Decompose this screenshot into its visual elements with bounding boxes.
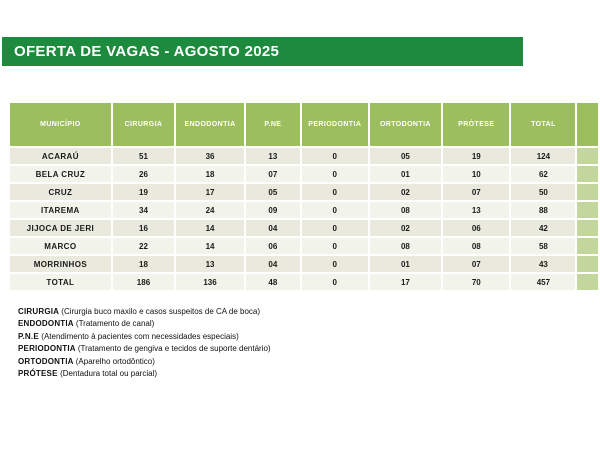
table-edge-strip-cell bbox=[577, 148, 598, 164]
value-cell: 51 bbox=[113, 148, 174, 164]
municipality-cell: TOTAL bbox=[10, 274, 111, 290]
value-cell: 0 bbox=[302, 166, 368, 182]
legend-term: ORTODONTIA bbox=[18, 356, 76, 366]
value-cell: 08 bbox=[370, 202, 442, 218]
value-cell: 06 bbox=[443, 220, 509, 236]
value-cell: 02 bbox=[370, 220, 442, 236]
legend-line bbox=[18, 318, 271, 330]
value-cell: 70 bbox=[443, 274, 509, 290]
value-cell: 24 bbox=[176, 202, 244, 218]
legend-line bbox=[18, 343, 271, 355]
municipality-cell: JIJOCA DE JERI bbox=[10, 220, 111, 236]
column-header: PRÓTESE bbox=[443, 103, 509, 146]
legend-line bbox=[18, 306, 271, 318]
value-cell: 01 bbox=[370, 166, 442, 182]
value-cell: 08 bbox=[370, 238, 442, 254]
legend-term: PRÓTESE bbox=[18, 369, 61, 379]
municipality-cell: ACARAÚ bbox=[10, 148, 111, 164]
value-cell: 19 bbox=[113, 184, 174, 200]
value-cell: 136 bbox=[176, 274, 244, 290]
value-cell: 34 bbox=[113, 202, 174, 218]
value-cell: 0 bbox=[302, 238, 368, 254]
legend-line bbox=[18, 356, 271, 368]
value-cell: 22 bbox=[113, 238, 174, 254]
value-cell: 42 bbox=[511, 220, 575, 236]
value-cell: 13 bbox=[443, 202, 509, 218]
value-cell: 08 bbox=[443, 238, 509, 254]
table-row bbox=[10, 220, 598, 236]
legend-line bbox=[18, 331, 271, 343]
value-cell: 05 bbox=[370, 148, 442, 164]
table-edge-strip-cell bbox=[577, 274, 598, 290]
value-cell: 186 bbox=[113, 274, 174, 290]
value-cell: 26 bbox=[113, 166, 174, 182]
table-edge-strip-cell bbox=[577, 184, 598, 200]
value-cell: 36 bbox=[176, 148, 244, 164]
value-cell: 06 bbox=[246, 238, 300, 254]
municipality-cell: MARCO bbox=[10, 238, 111, 254]
column-header: CIRURGIA bbox=[113, 103, 174, 146]
table-edge-strip-cell bbox=[577, 166, 598, 182]
value-cell: 0 bbox=[302, 202, 368, 218]
value-cell: 0 bbox=[302, 148, 368, 164]
column-header: TOTAL bbox=[511, 103, 575, 146]
legend-description: (Dentadura total ou parcial) bbox=[60, 369, 158, 379]
value-cell: 48 bbox=[246, 274, 300, 290]
legend-line bbox=[18, 368, 271, 380]
value-cell: 13 bbox=[176, 256, 244, 272]
table-row bbox=[10, 166, 598, 182]
value-cell: 10 bbox=[443, 166, 509, 182]
legend-description: (Cirurgia buco maxilo e casos suspeitos de CA de boca) bbox=[61, 307, 261, 316]
value-cell: 43 bbox=[511, 256, 575, 272]
table-row bbox=[10, 184, 598, 200]
value-cell: 58 bbox=[511, 238, 575, 254]
value-cell: 07 bbox=[443, 184, 509, 200]
value-cell: 14 bbox=[176, 238, 244, 254]
header-row bbox=[10, 103, 598, 146]
value-cell: 17 bbox=[370, 274, 442, 290]
table-row bbox=[10, 274, 598, 290]
value-cell: 04 bbox=[246, 220, 300, 236]
table-body bbox=[10, 148, 598, 290]
value-cell: 13 bbox=[246, 148, 300, 164]
value-cell: 01 bbox=[370, 256, 442, 272]
table-edge-strip bbox=[577, 103, 598, 146]
table-header bbox=[10, 103, 598, 146]
table-edge-strip-cell bbox=[577, 202, 598, 218]
municipality-cell: CRUZ bbox=[10, 184, 111, 200]
value-cell: 457 bbox=[511, 274, 575, 290]
table-edge-strip-cell bbox=[577, 256, 598, 272]
value-cell: 07 bbox=[246, 166, 300, 182]
value-cell: 19 bbox=[443, 148, 509, 164]
value-cell: 09 bbox=[246, 202, 300, 218]
value-cell: 0 bbox=[302, 274, 368, 290]
value-cell: 07 bbox=[443, 256, 509, 272]
column-header: MUNICÍPIO bbox=[10, 103, 111, 146]
legend-description: (Atendimento à pacientes com necessidades especiais) bbox=[41, 331, 239, 341]
value-cell: 05 bbox=[246, 184, 300, 200]
value-cell: 14 bbox=[176, 220, 244, 236]
table-row bbox=[10, 256, 598, 272]
table-edge-strip-cell bbox=[577, 238, 598, 254]
vacancies-table bbox=[8, 101, 600, 292]
column-header: P.NE bbox=[246, 103, 300, 146]
column-header: ORTODONTIA bbox=[370, 103, 442, 146]
column-header: ENDODONTIA bbox=[176, 103, 244, 146]
value-cell: 18 bbox=[113, 256, 174, 272]
legend-term: ENDODONTIA bbox=[18, 319, 76, 329]
legend-description: (Tratamento de canal) bbox=[75, 319, 155, 329]
municipality-cell: MORRINHOS bbox=[10, 256, 111, 272]
value-cell: 17 bbox=[176, 184, 244, 200]
value-cell: 0 bbox=[302, 184, 368, 200]
value-cell: 0 bbox=[302, 220, 368, 236]
page-title: OFERTA DE VAGAS - AGOSTO 2025 bbox=[2, 37, 523, 66]
column-header: PERIODONTIA bbox=[302, 103, 368, 146]
table-edge-strip-cell bbox=[577, 220, 598, 236]
municipality-cell: ITAREMA bbox=[10, 202, 111, 218]
value-cell: 02 bbox=[370, 184, 442, 200]
value-cell: 18 bbox=[176, 166, 244, 182]
municipality-cell: BELA CRUZ bbox=[10, 166, 111, 182]
value-cell: 16 bbox=[113, 220, 174, 236]
legend-term: CIRURGIA bbox=[18, 307, 62, 316]
value-cell: 62 bbox=[511, 166, 575, 182]
legend-description: (Tratamento de gengiva e tecidos de suporte dentário) bbox=[77, 344, 271, 354]
value-cell: 88 bbox=[511, 202, 575, 218]
legend bbox=[18, 306, 271, 380]
value-cell: 04 bbox=[246, 256, 300, 272]
table-row bbox=[10, 148, 598, 164]
table-row bbox=[10, 202, 598, 218]
value-cell: 0 bbox=[302, 256, 368, 272]
legend-term: P.N.E bbox=[18, 331, 42, 341]
value-cell: 124 bbox=[511, 148, 575, 164]
table-row bbox=[10, 238, 598, 254]
legend-term: PERIODONTIA bbox=[18, 344, 78, 354]
value-cell: 50 bbox=[511, 184, 575, 200]
legend-description: (Aparelho ortodôntico) bbox=[75, 356, 155, 366]
